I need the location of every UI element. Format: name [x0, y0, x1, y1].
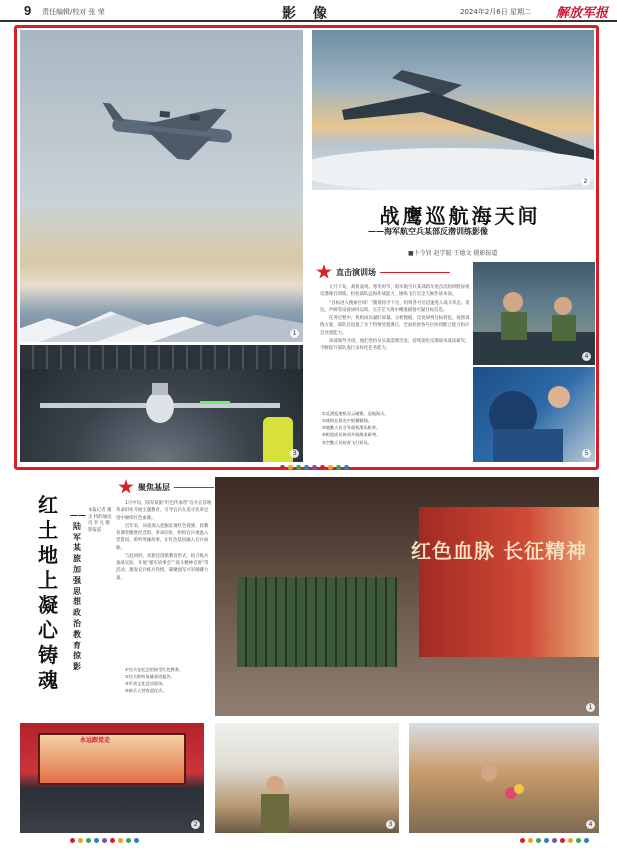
photo-number: 1 [290, 329, 299, 338]
soldier-ranks [237, 577, 397, 667]
decorative-dot [576, 838, 581, 843]
body-paragraph: 任务过程中，机组成员紧盯屏幕、分析数据，反复研判目标特征。按照训练方案，部队还设置了多个特情处置课目，全面检验各号位协同配合能力和应急处置能力。 [320, 316, 470, 336]
decorative-dot [520, 838, 525, 843]
section-title: 影 像 [282, 6, 333, 22]
bottom-feature-credit: 本报记者 谢 杰 特约通讯员 李 凡 摄影报道 [88, 508, 112, 533]
speaker-icon [215, 723, 399, 833]
caption-line: ②战机在晨光中展翼翱翔。 [322, 418, 372, 424]
body-paragraph: 与此同时，该旅还创新教育形式，结合练兵备战实际，开展“强军故事会”“战斗精神宣讲”等活动，激发官兵练兵热情，凝聚强军兴军磅礴力量。 [116, 553, 209, 581]
photo-welcome-ceremony[interactable] [409, 723, 599, 833]
decorative-dot [70, 838, 75, 843]
top-feature-body [320, 284, 470, 406]
caption-line: ②官兵聆听英雄事迹报告。 [125, 674, 175, 680]
top-feature-title: 战鹰巡航海天间 [379, 204, 541, 228]
top-feature-credit: ■卜令钊 赵学聪 王德文 摄影报道 [408, 250, 498, 257]
section-header-top [316, 264, 450, 280]
exhibit-wall-text: 红色血脉 长征精神 [411, 539, 587, 563]
bottom-feature-captions [125, 666, 213, 695]
section-header-bottom [118, 479, 214, 495]
page-number: 9 [24, 3, 32, 18]
decorative-dot [312, 465, 317, 470]
photo-number: 2 [581, 177, 590, 186]
photo-aircraft-above-clouds[interactable] [312, 30, 594, 190]
hangar-roof [20, 345, 303, 369]
photo-number: 1 [586, 703, 595, 712]
body-paragraph: 1月中旬，陆军某旅“红色传承营”官兵在驻地革命旧址开展主题教育，引导官兵在追寻先辈足迹中赓续红色血脉。 [116, 501, 212, 521]
photo-speaker-audience[interactable] [215, 723, 399, 833]
crew-console-icon [473, 262, 595, 365]
bottom-feature-body [116, 500, 212, 662]
photo-number: 4 [582, 352, 591, 361]
decorative-dot [102, 838, 107, 843]
stage-screen-text: 永远跟党走 [80, 737, 111, 744]
body-paragraph: 元月下旬，战机轰鸣。寒冬时节，海军航空兵某部新年度首次组织跨昼夜反潜课目训练，检验部队远海作战能力，锤炼飞行员全天候作战本领。 [320, 285, 470, 298]
photo-lecture-stage[interactable] [20, 723, 204, 833]
photo-pilot-helmet[interactable] [473, 367, 595, 462]
pilot-helmet-icon [473, 367, 595, 462]
photo-number: 3 [290, 449, 299, 458]
decorative-dot [78, 838, 83, 843]
decorative-dot [568, 838, 573, 843]
decorative-dot-row-top [280, 465, 349, 470]
decorative-dot [280, 465, 285, 470]
top-feature-subtitle: ——海军航空兵某部反潜训练影像 [368, 226, 488, 236]
caption-line: ④新兵入营欢迎仪式。 [125, 688, 167, 694]
red-star-icon [316, 264, 332, 280]
decorative-dot [328, 465, 333, 470]
decorative-dot [552, 838, 557, 843]
section-rule [380, 272, 450, 273]
decorative-dot [528, 838, 533, 843]
page-header [0, 0, 617, 22]
paper-logo: 解放军报 [556, 6, 609, 21]
caption-line: ①反潜巡逻机穿云破雾，巡航海天。 [322, 411, 389, 416]
caption-line: ①官兵在纪念馆接受红色教育。 [125, 667, 184, 672]
exhibit-wall [419, 507, 599, 657]
caption-line: ④机组成员协同开展战术研判。 [322, 432, 381, 438]
photo-number: 3 [386, 820, 395, 829]
bottom-feature-title: 红土地上凝心铸魂 [38, 493, 58, 692]
photo-aircraft-in-hangar[interactable] [20, 345, 303, 462]
section-rule [174, 487, 214, 488]
red-star-icon [118, 479, 134, 495]
decorative-dot [536, 838, 541, 843]
photo-number: 4 [586, 820, 595, 829]
photo-patrol-aircraft-sky[interactable] [20, 30, 303, 342]
stage-screen [38, 733, 186, 785]
decorative-dot [560, 838, 565, 843]
decorative-dot [336, 465, 341, 470]
decorative-dot [118, 838, 123, 843]
decorative-dot [584, 838, 589, 843]
aircraft-wing-icon [312, 30, 594, 190]
decorative-dot [304, 465, 309, 470]
decorative-dot-row-bottom-left [70, 838, 139, 843]
photo-number: 2 [191, 820, 200, 829]
body-paragraph: 近年来，该旅深入挖掘驻地红色资源，将教育课堂搬进纪念馆、革命旧址，组织官兵重温入党誓词、聆听英雄故事，让红色基因融入官兵血脉。 [116, 523, 209, 551]
decorative-dot [288, 465, 293, 470]
caption-line: ③军营文化活动现场。 [125, 681, 167, 687]
decorative-dot [134, 838, 139, 843]
aircraft-icon [20, 30, 303, 342]
caption-line: ③地勤人员引导战机滑出机库。 [322, 425, 381, 431]
decorative-dot [126, 838, 131, 843]
decorative-dot [544, 838, 549, 843]
issue-date: 2024年2月6日 星期二 [460, 8, 531, 16]
decorative-dot [94, 838, 99, 843]
flower-bouquet-icon [409, 723, 599, 833]
photo-museum-hall[interactable] [215, 477, 599, 716]
section-label: 聚焦基层 [138, 482, 170, 492]
body-paragraph: 该部领导介绍，他们坚持从实战需要出发，持续深化反潜战术战法研究，不断提升部队遂行多样化任务能力。 [320, 338, 470, 352]
decorative-dot-row-bottom-right [520, 838, 589, 843]
photo-number: 5 [582, 449, 591, 458]
photo-crew-at-consoles[interactable] [473, 262, 595, 365]
body-paragraph: “目标进入搜索区域！”随着指令下达，机组各号位迅速进入战斗状态。雷达、声呐等设备协同运转，在茫茫大海中精准捕捉可疑目标信息。 [320, 300, 470, 313]
caption-line: ⑤空勤人员检查飞行装具。 [322, 439, 372, 445]
decorative-dot [320, 465, 325, 470]
decorative-dot [296, 465, 301, 470]
section-label: 直击演训场 [336, 267, 376, 277]
decorative-dot [86, 838, 91, 843]
top-feature-captions [322, 410, 470, 446]
editors-line: 责任编辑/校对 张 荣 [42, 8, 105, 16]
decorative-dot [344, 465, 349, 470]
ground-crew-vest [263, 417, 293, 462]
decorative-dot [110, 838, 115, 843]
bottom-feature-subtitle: ——陆军某旅加强思想政治教育掠影 [70, 510, 86, 672]
